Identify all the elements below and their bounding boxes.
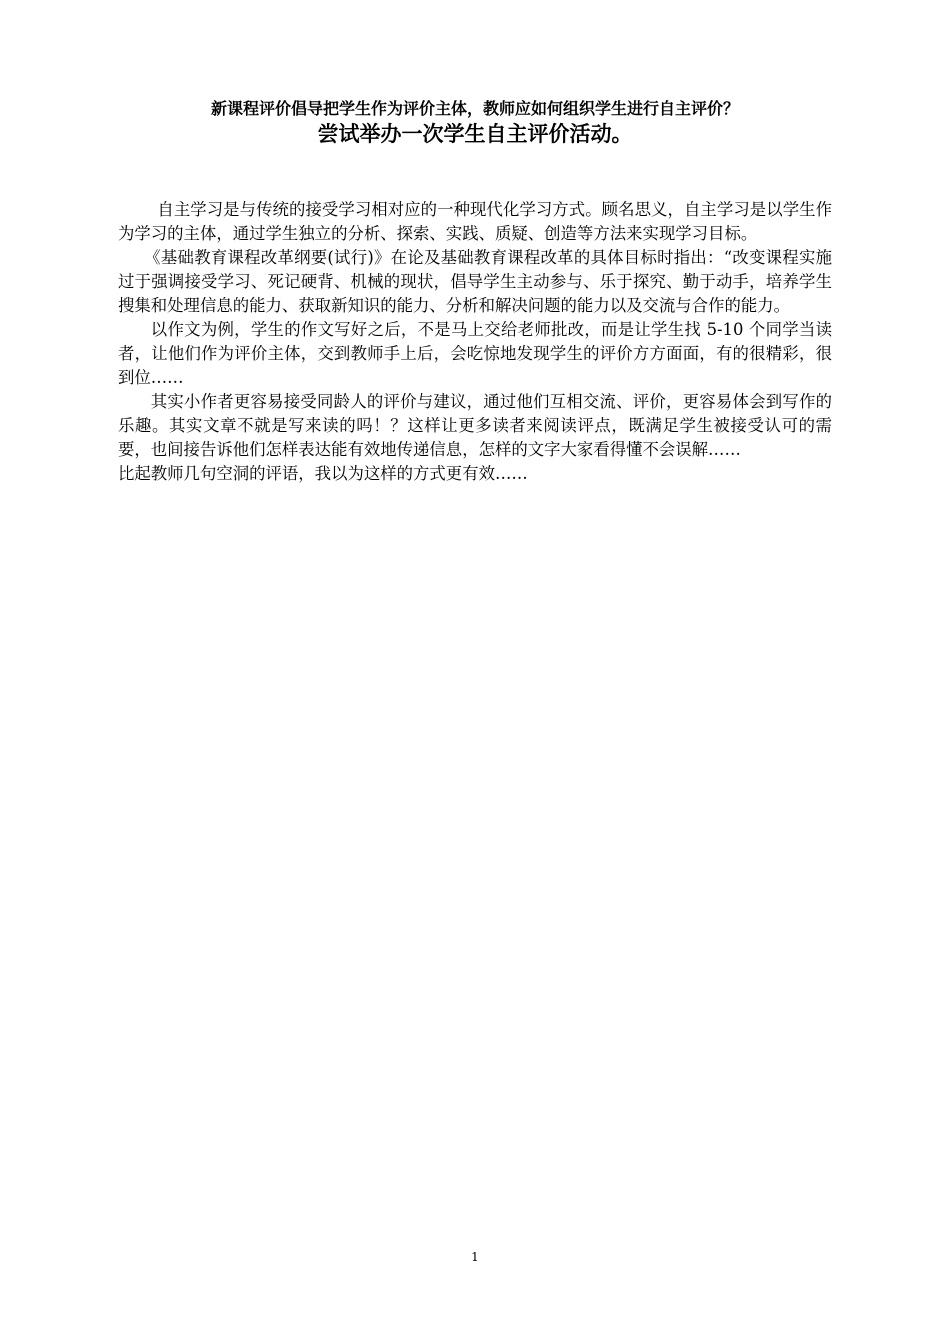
paragraph-curriculum-reform: 《基础教育课程改革纲要(试行)》在论及基础教育课程改革的具体目标时指出：“改变课程实施过于强调接受学习、死记硬背、机械的现状，倡导学生主动参与、乐于探究、勤于动手，培养学生搜集和处理信息的能力、获取新知识的能力、分析和解决问题的能力以及交流与合作的能力。 bbox=[118, 248, 832, 315]
paragraph-composition-example: 以作文为例，学生的作文写好之后，不是马上交给老师批改，而是让学生找 5-10 个同学当读者，让他们作为评价主体，交到教师手上后，会吃惊地发现学生的评价方方面面，有的很精彩，很到位…… bbox=[118, 320, 832, 387]
document-subtitle: 新课程评价倡导把学生作为评价主体，教师应如何组织学生进行自主评价？ bbox=[210, 99, 739, 118]
paragraph-conclusion: 比起教师几句空洞的评语，我以为这样的方式更有效…… bbox=[118, 464, 528, 483]
page-number: 1 bbox=[471, 1250, 479, 1264]
document-title: 尝试举办一次学生自主评价活动。 bbox=[317, 122, 633, 146]
paragraph-autonomous-learning: 自主学习是与传统的接受学习相对应的一种现代化学习方式。顾名思义，自主学习是以学生作为学习的主体，通过学生独立的分析、探索、实践、质疑、创造等方法来实现学习目标。 bbox=[118, 200, 832, 243]
document-body bbox=[118, 198, 832, 486]
paragraph-peer-evaluation: 其实小作者更容易接受同龄人的评价与建议，通过他们互相交流、评价，更容易体会到写作的乐趣。其实文章不就是写来读的吗！？这样让更多读者来阅读评点，既满足学生被接受认可的需要，也间接告诉他们怎样表达能有效地传递信息，怎样的文字大家看得懂不会误解…… bbox=[118, 392, 832, 459]
title-block bbox=[118, 98, 832, 148]
